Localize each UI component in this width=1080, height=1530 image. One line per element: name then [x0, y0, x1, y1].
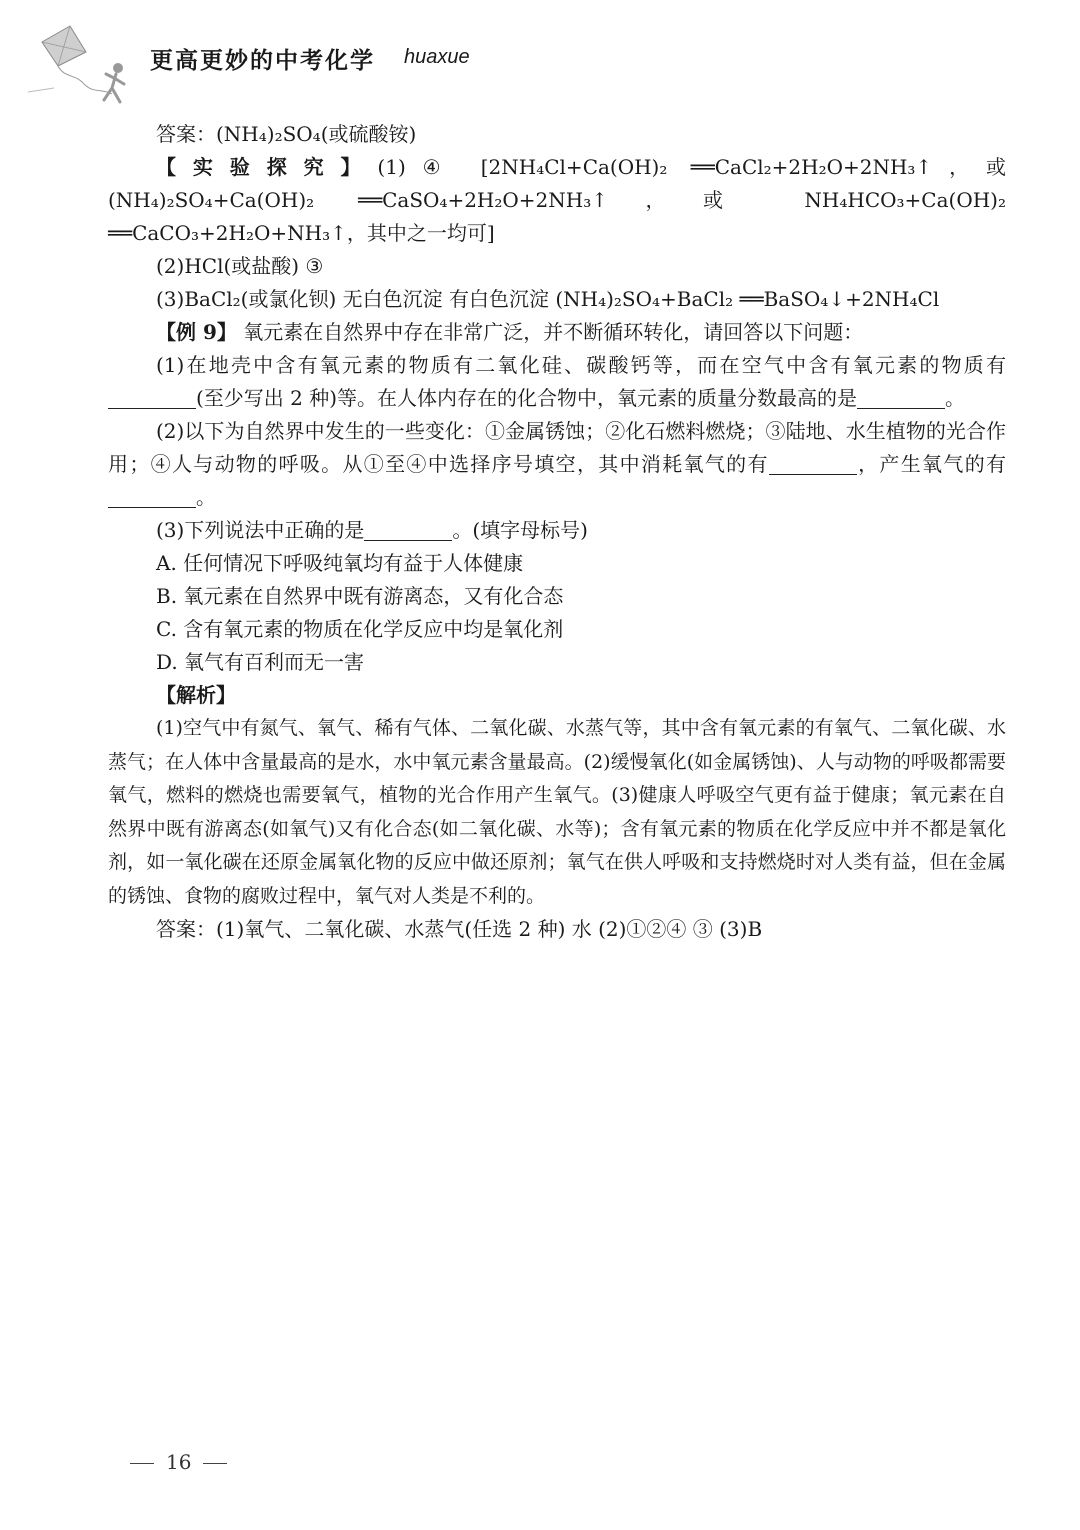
- answer-blank[interactable]: [108, 487, 196, 508]
- question-1-end: 。: [945, 386, 966, 410]
- kite-logo-icon: [24, 22, 144, 112]
- book-title: 更高更妙的中考化学: [150, 48, 375, 74]
- question-2-text-a: (2)以下为自然界中发生的一些变化：①金属锈蚀；②化石燃料燃烧；③陆地、水生植物的光合作用；④人与动物的呼吸。从①至④中选择序号填空，其中消耗氧气的有: [108, 419, 1006, 476]
- question-2: [108, 415, 1006, 514]
- experiment-tag: 【实验探究】: [156, 155, 378, 179]
- question-3-text-a: (3)下列说法中正确的是: [156, 518, 365, 542]
- answer-blank[interactable]: [108, 388, 196, 409]
- answer-blank[interactable]: [857, 388, 945, 409]
- question-2-text-b: ，产生氧气的有: [856, 452, 1007, 476]
- experiment-section: [108, 151, 1006, 250]
- page-header: [0, 0, 1080, 110]
- experiment-answer-1: (1)④ [2NH₄Cl+Ca(OH)₂ ══CaCl₂+2H₂O+2NH₃↑，或(NH₄)₂SO₄+Ca(OH)₂ ══CaSO₄+2H₂O+2NH₃↑，或 NH₄HCO₃+Ca(OH)₂ ══CaCO₃+2H₂O+NH₃↑，其中之一均可]: [108, 155, 1007, 245]
- page-footer: [118, 1450, 239, 1474]
- question-3-text-b: 。(填字母标号): [452, 518, 588, 542]
- question-1-text-b: (至少写出 2 种)等。在人体内存在的化合物中，氧元素的质量分数最高的是: [196, 386, 858, 410]
- experiment-answer-2: (2)HCl(或盐酸) ③: [156, 254, 324, 278]
- answer-blank[interactable]: [769, 454, 857, 475]
- question-3: [108, 514, 1006, 547]
- analysis-text: (1)空气中有氮气、氧气、稀有气体、二氧化碳、水蒸气等，其中含有氧元素的有氧气、二氧化碳、水蒸气；在人体中含量最高的是水，水中氧元素含量最高。(2)缓慢氧化(如金属锈蚀)、人与动物的呼吸都需要氧气，燃料的燃烧也需要氧气，植物的光合作用产生氧气。(3)健康人呼吸空气更有益于健康；氧元素在自然界中既有游离态(如氧气)又有化合态(如二氧化碳、水等)；含有氧元素的物质在化学反应中并不都是氧化剂，如一氧化碳在还原金属氧化物的反应中做还原剂；氧气在供人呼吸和支持燃烧时对人类有益，但在金属的锈蚀、食物的腐败过程中，氧气对人类是不利的。: [108, 717, 1006, 907]
- answer-blank[interactable]: [364, 520, 452, 541]
- page-content: [108, 118, 1006, 946]
- option-a: A. 任何情况下呼吸纯氧均有益于人体健康: [156, 551, 524, 575]
- book-subtitle: huaxue: [404, 46, 470, 68]
- page-number: 16: [166, 1450, 192, 1474]
- question-1-text-a: (1)在地壳中含有氧元素的物质有二氧化硅、碳酸钙等，而在空气中含有氧元素的物质有: [156, 353, 1006, 377]
- option-c: C. 含有氧元素的物质在化学反应中均是氧化剂: [156, 617, 564, 641]
- question-2-end: 。: [196, 485, 216, 509]
- option-d: D. 氧气有百利而无一害: [156, 650, 365, 674]
- question-1: [108, 349, 1006, 415]
- analysis-tag: 【解析】: [156, 683, 236, 707]
- previous-answer: 答案：(NH₄)₂SO₄(或硫酸铵): [156, 122, 417, 146]
- footer-dash-right: [203, 1463, 227, 1464]
- example-9-stem: [108, 316, 1006, 349]
- example-tag: 【例 9】: [156, 320, 237, 344]
- final-answer: 答案：(1)氧气、二氧化碳、水蒸气(任选 2 种) 水 (2)①②④ ③ (3)B: [156, 917, 763, 941]
- example-stem-text: 氧元素在自然界中存在非常广泛，并不断循环转化，请回答以下问题：: [243, 320, 864, 344]
- footer-dash-left: [130, 1463, 154, 1464]
- experiment-answer-3: (3)BaCl₂(或氯化钡) 无白色沉淀 有白色沉淀 (NH₄)₂SO₄+BaCl₂ ══BaSO₄↓+2NH₄Cl: [156, 287, 940, 311]
- option-b: B. 氧元素在自然界中既有游离态，又有化合态: [156, 584, 564, 608]
